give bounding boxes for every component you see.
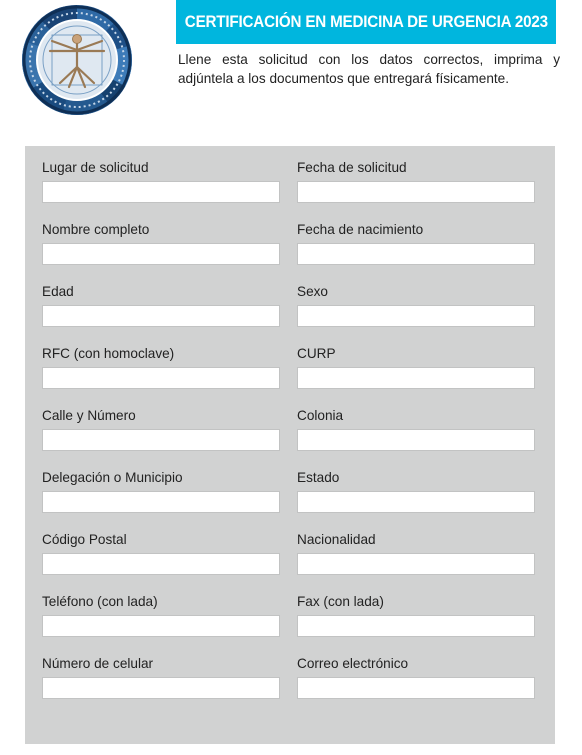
fax-con-lada-field[interactable] bbox=[297, 615, 535, 637]
fecha-de-solicitud-field[interactable] bbox=[297, 181, 535, 203]
codigo-postal-field[interactable] bbox=[42, 553, 280, 575]
nombre-completo-field[interactable] bbox=[42, 243, 280, 265]
fecha-de-nacimiento-label: Fecha de nacimiento bbox=[297, 222, 424, 237]
instructions-text: Llene esta solicitud con los datos correctos, imprima y adjúntela a los documentos que entregará físicamente. bbox=[178, 52, 560, 86]
application-form-panel bbox=[25, 146, 555, 744]
fax-con-lada-label: Fax (con lada) bbox=[297, 594, 384, 609]
estado-field[interactable] bbox=[297, 491, 535, 513]
calle-y-numero-field[interactable] bbox=[42, 429, 280, 451]
rfc-con-homoclave-field[interactable] bbox=[42, 367, 280, 389]
delegacion-o-municipio-field[interactable] bbox=[42, 491, 280, 513]
logo-seal bbox=[22, 5, 132, 115]
header-title-bar bbox=[176, 0, 556, 44]
page-title: CERTIFICACIÓN EN MEDICINA DE URGENCIA 2023 bbox=[184, 12, 548, 31]
calle-y-numero-label: Calle y Número bbox=[42, 408, 136, 423]
nacionalidad-field[interactable] bbox=[297, 553, 535, 575]
fecha-de-solicitud-label: Fecha de solicitud bbox=[297, 160, 407, 175]
telefono-con-lada-field[interactable] bbox=[42, 615, 280, 637]
nacionalidad-label: Nacionalidad bbox=[297, 532, 376, 547]
telefono-con-lada-label: Teléfono (con lada) bbox=[42, 594, 158, 609]
fecha-de-nacimiento-field[interactable] bbox=[297, 243, 535, 265]
estado-label: Estado bbox=[297, 470, 340, 485]
edad-field[interactable] bbox=[42, 305, 280, 327]
codigo-postal-label: Código Postal bbox=[42, 532, 127, 547]
numero-de-celular-field[interactable] bbox=[42, 677, 280, 699]
edad-label: Edad bbox=[42, 284, 74, 299]
rfc-con-homoclave-label: RFC (con homoclave) bbox=[42, 346, 175, 361]
colonia-label: Colonia bbox=[297, 408, 344, 423]
correo-electronico-label: Correo electrónico bbox=[297, 656, 409, 671]
sexo-label: Sexo bbox=[297, 284, 328, 299]
numero-de-celular-label: Número de celular bbox=[42, 656, 154, 671]
lugar-de-solicitud-field[interactable] bbox=[42, 181, 280, 203]
curp-field[interactable] bbox=[297, 367, 535, 389]
nombre-completo-label: Nombre completo bbox=[42, 222, 150, 237]
delegacion-o-municipio-label: Delegación o Municipio bbox=[42, 470, 183, 485]
correo-electronico-field[interactable] bbox=[297, 677, 535, 699]
colonia-field[interactable] bbox=[297, 429, 535, 451]
vitruvian-man-seal-icon bbox=[22, 5, 132, 115]
sexo-field[interactable] bbox=[297, 305, 535, 327]
curp-label: CURP bbox=[297, 346, 336, 361]
lugar-de-solicitud-label: Lugar de solicitud bbox=[42, 160, 149, 175]
